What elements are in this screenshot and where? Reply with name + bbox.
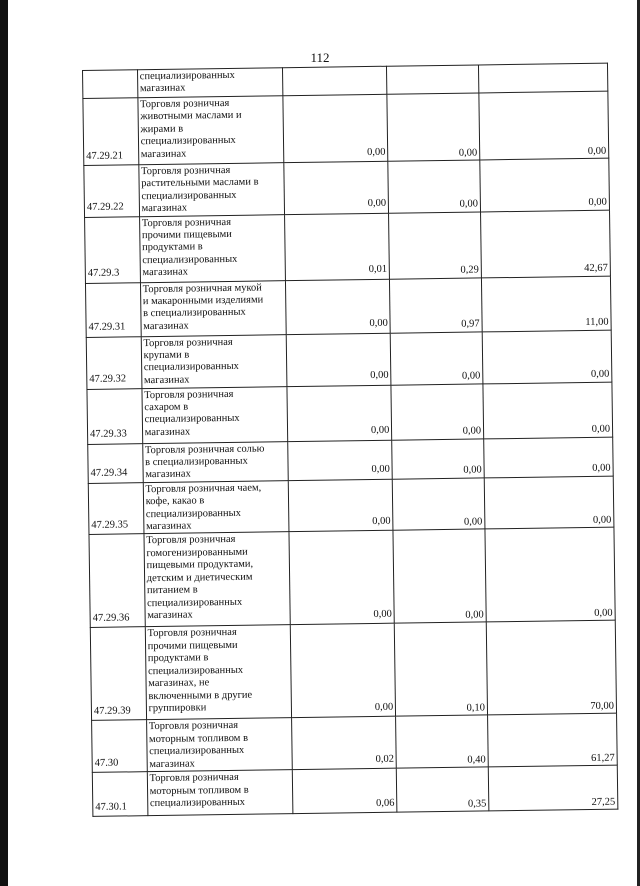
value-cell-2: 0,00 bbox=[391, 384, 484, 440]
value-cell-3: 0,00 bbox=[480, 158, 610, 211]
value-cell-2: 0,40 bbox=[396, 715, 489, 768]
value-cell-3: 0,00 bbox=[484, 437, 613, 478]
code-cell: 47.29.33 bbox=[87, 388, 142, 444]
value-cell-1 bbox=[283, 66, 388, 95]
name-cell: Торговля розничная чаем, кофе, какао в специализированных магазинах bbox=[143, 481, 289, 535]
value-cell-1: 0,01 bbox=[285, 213, 390, 280]
table-row bbox=[84, 158, 610, 217]
value-cell-1: 0,00 bbox=[286, 333, 391, 386]
value-cell-2: 0,00 bbox=[392, 478, 485, 531]
value-cell-1: 0,06 bbox=[292, 769, 397, 814]
table-row bbox=[85, 276, 611, 337]
value-cell-3: 0,00 bbox=[479, 91, 609, 160]
table-container bbox=[82, 62, 633, 829]
name-cell: Торговля розничная прочими пищевыми продуктами в специализированных магазинах bbox=[139, 214, 285, 282]
value-cell-3: 11,00 bbox=[481, 276, 611, 332]
value-cell-2: 0,00 bbox=[390, 332, 483, 385]
value-cell-2: 0,10 bbox=[395, 622, 488, 716]
value-cell-1: 0,00 bbox=[287, 385, 392, 441]
value-cell-1: 0,00 bbox=[284, 161, 389, 214]
code-cell: 47.30 bbox=[92, 720, 147, 773]
code-cell: 47.29.31 bbox=[85, 282, 140, 337]
value-cell-1: 0,00 bbox=[290, 624, 395, 718]
value-cell-1: 0,00 bbox=[289, 531, 394, 625]
table-row bbox=[92, 714, 618, 773]
value-cell-1: 0,00 bbox=[288, 479, 393, 532]
value-cell-1: 0,00 bbox=[283, 94, 388, 162]
table-row bbox=[83, 91, 609, 165]
value-cell-2: 0,29 bbox=[389, 212, 482, 279]
table-row bbox=[92, 766, 618, 817]
name-cell: Торговля розничная гомогенизированными пищевыми продуктами, детским и диетическим питанием в специализированных магазинах bbox=[144, 532, 291, 627]
table-row bbox=[88, 476, 614, 535]
code-cell: 47.29.32 bbox=[86, 336, 141, 389]
name-cell: Торговля розничная животными маслами и жирами в специализированных магазинах bbox=[138, 96, 284, 165]
value-cell-3 bbox=[479, 63, 608, 93]
value-cell-2: 0,00 bbox=[388, 160, 481, 213]
code-cell: 47.29.3 bbox=[85, 216, 141, 283]
value-cell-2 bbox=[387, 65, 479, 94]
name-cell: Торговля розничная мукой и макаронными изделиями в специализированных магазинах bbox=[140, 280, 286, 336]
page-number: 112 bbox=[310, 50, 330, 65]
value-cell-3: 42,67 bbox=[481, 210, 611, 278]
value-cell-3: 0,00 bbox=[484, 476, 614, 529]
value-cell-3: 0,00 bbox=[485, 528, 615, 623]
value-cell-3: 0,00 bbox=[483, 382, 613, 439]
value-cell-2: 0,00 bbox=[393, 529, 486, 623]
value-cell-3: 61,27 bbox=[488, 714, 618, 768]
table-body bbox=[83, 63, 618, 817]
code-cell: 47.30.1 bbox=[92, 772, 147, 817]
value-cell-3: 27,25 bbox=[488, 766, 618, 812]
value-cell-1: 0,00 bbox=[288, 440, 393, 481]
table-row bbox=[89, 528, 615, 628]
code-cell: 47.29.36 bbox=[89, 534, 145, 628]
code-cell: 47.29.21 bbox=[83, 98, 139, 166]
code-cell: 47.29.39 bbox=[90, 627, 146, 721]
value-cell-3: 0,00 bbox=[482, 330, 612, 384]
code-cell: 47.29.35 bbox=[88, 483, 143, 535]
table-row bbox=[90, 621, 616, 721]
name-cell: Торговля розничная солью в специализированных магазинах bbox=[142, 441, 288, 482]
code-cell bbox=[83, 70, 138, 99]
name-cell: Торговля розничная сахаром в специализированных магазинах bbox=[142, 386, 288, 443]
value-cell-1: 0,02 bbox=[292, 717, 397, 770]
value-cell-2: 0,97 bbox=[390, 278, 483, 333]
value-cell-2: 0,35 bbox=[397, 767, 489, 812]
financial-table bbox=[82, 63, 618, 818]
name-cell: Торговля розничная моторным топливом в специализированных магазинах bbox=[146, 718, 292, 772]
table-row bbox=[86, 330, 612, 389]
value-cell-3: 70,00 bbox=[486, 621, 616, 716]
value-cell-2: 0,00 bbox=[387, 93, 480, 161]
name-cell: Торговля розничная моторным топливом в специализированных bbox=[147, 770, 293, 816]
value-cell-2: 0,00 bbox=[392, 439, 484, 479]
value-cell-1: 0,00 bbox=[286, 279, 391, 334]
code-cell: 47.29.22 bbox=[84, 165, 139, 217]
name-cell: специализированных магазинах bbox=[137, 68, 283, 98]
table-row bbox=[87, 382, 613, 444]
name-cell: Торговля розничная прочими пищевыми продуктами в специализированных магазинах, не включенными в другие группировки bbox=[145, 625, 292, 720]
code-cell: 47.29.34 bbox=[88, 443, 143, 483]
scan-left-edge bbox=[0, 0, 8, 886]
table-row bbox=[85, 210, 611, 283]
name-cell: Торговля розничная крупами в специализированных магазинах bbox=[141, 334, 287, 388]
name-cell: Торговля розничная растительными маслами в специализированных магазинах bbox=[138, 163, 284, 217]
